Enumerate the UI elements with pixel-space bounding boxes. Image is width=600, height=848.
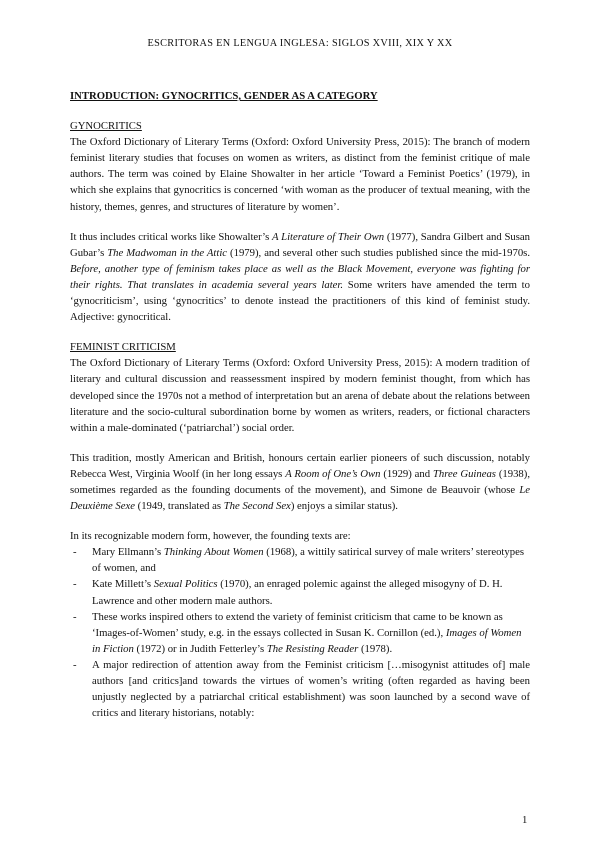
paragraph-spacer (70, 514, 530, 528)
list-intro: In its recognizable modern form, however, the founding texts are: (70, 530, 351, 543)
section-heading-gynocritics: GYNOCRITICS (70, 120, 142, 133)
book-title: The Resisting Reader (266, 642, 359, 655)
book-title: Thinking About Women (163, 546, 264, 559)
text-run: A major redirection of attention away from the Feminist criticism […misogynist attitudes of] male authors [and critics]and towards the virtues of women’s writing (often regarded as having been unjustly neglected by a patriarchal critical establishment) was soon launched by a second wave of critics and literary historians, notably: (92, 658, 530, 720)
text-run: (1938), sometimes regarded as the founding documents of the movement), and Simone de Beauvoir (whose (70, 467, 530, 496)
text-run: ) enjoys a similar status). (290, 500, 398, 513)
document-body (70, 88, 530, 721)
feminist-paragraph-2 (70, 450, 530, 514)
text-run: (1972) or in Judith Fetterley’s (133, 642, 267, 655)
section-heading-feminist-criticism: FEMINIST CRITICISM (70, 341, 176, 354)
text-run: (1970), an enraged polemic against the alleged misogyny of D. H. Lawrence and other modern male authors. (92, 578, 503, 607)
page-title: INTRODUCTION: GYNOCRITICS, GENDER AS A CATEGORY (70, 90, 378, 102)
list-item (70, 544, 530, 576)
text-run: Kate Millett’s (92, 578, 154, 591)
text-run: These works inspired others to extend the variety of feminist criticism that came to be known as ‘Images-of-Women’ study, e.g. in the essays collected in Susan K. Cornillon (ed.), (92, 610, 503, 639)
paragraph-spacer (70, 436, 530, 450)
text-run: (1968), a wittily satirical survey of male writers’ stereotypes of women, and (92, 546, 524, 575)
text-run: This tradition, mostly American and British, honours certain earlier pioneers of such discussion, notably Rebecca West, Virginia Woolf (in her long essays (70, 451, 530, 480)
book-title: A Literature of Their Own (272, 230, 385, 243)
text-run: It thus includes critical works like Showalter’s (70, 230, 273, 243)
book-title: The Second Sex (223, 500, 291, 513)
gynocritics-paragraph-2 (70, 229, 530, 326)
book-title: Three Guineas (432, 467, 496, 480)
paragraph-spacer (70, 325, 530, 339)
text-run: Mary Ellmann’s (92, 546, 164, 559)
running-header: ESCRITORAS EN LENGUA INGLESA: SIGLOS XVIII, XIX Y XX (147, 38, 453, 49)
gynocritics-paragraph-1: The Oxford Dictionary of Literary Terms (Oxford: Oxford University Press, 2015): The branch of modern feminist literary studies that focuses on women as writers, as distinct from the feminist critique of male authors. The term was coined by Elaine Showalter in her article ‘Toward a Feminist Poetics’ (1979), in which she explains that gynocritics is concerned ‘with woman as the producer of textual meaning, with the history, themes, genres, and structures of literature by women’. (70, 136, 530, 213)
list-item (70, 657, 530, 721)
book-title: A Room of One’s Own (285, 467, 381, 480)
book-title: The Madwoman in the Attic (107, 246, 228, 259)
book-title: Le Deuxième Sexe (70, 483, 530, 513)
text-run: Some writers have amended the term to ‘gynocriticism’, using ‘gynocritics’ to denote instead the practitioners of this kind of feminist study. Adjective: gynocritical. (70, 278, 530, 324)
text-run: (1977), Sandra Gilbert and Susan Gubar’s (70, 230, 530, 259)
page-number: 1 (522, 814, 528, 826)
italic-note: Before, another type of feminism takes place as well as the Black Movement, everyone was fighting for their rights. That translates in academia several years later. (70, 262, 530, 291)
list-item (70, 609, 530, 657)
feminist-paragraph-1: The Oxford Dictionary of Literary Terms (Oxford: Oxford University Press, 2015): A modern tradition of literary and cultural discussion and reassessment inspired by modern feminist thought, from which has developed since the 1970s not a method of interpretation but an arena of debate about the relations between literature and the socio-cultural subordination borne by women as writers, readers, or fictional characters within a male-dominated (‘patriarchal’) social order. (70, 357, 530, 434)
text-run: (1978). (358, 642, 393, 655)
book-title: Sexual Politics (153, 578, 218, 591)
paragraph-spacer (70, 215, 530, 229)
text-run: (1949, translated as (134, 500, 224, 513)
book-title: Images of Women in Fiction (92, 626, 522, 655)
text-run: (1979), and several other such studies published since the mid-1970s. (227, 246, 530, 259)
founding-texts-list (70, 544, 530, 721)
list-item (70, 576, 530, 608)
text-run: (1929) and (380, 467, 433, 480)
